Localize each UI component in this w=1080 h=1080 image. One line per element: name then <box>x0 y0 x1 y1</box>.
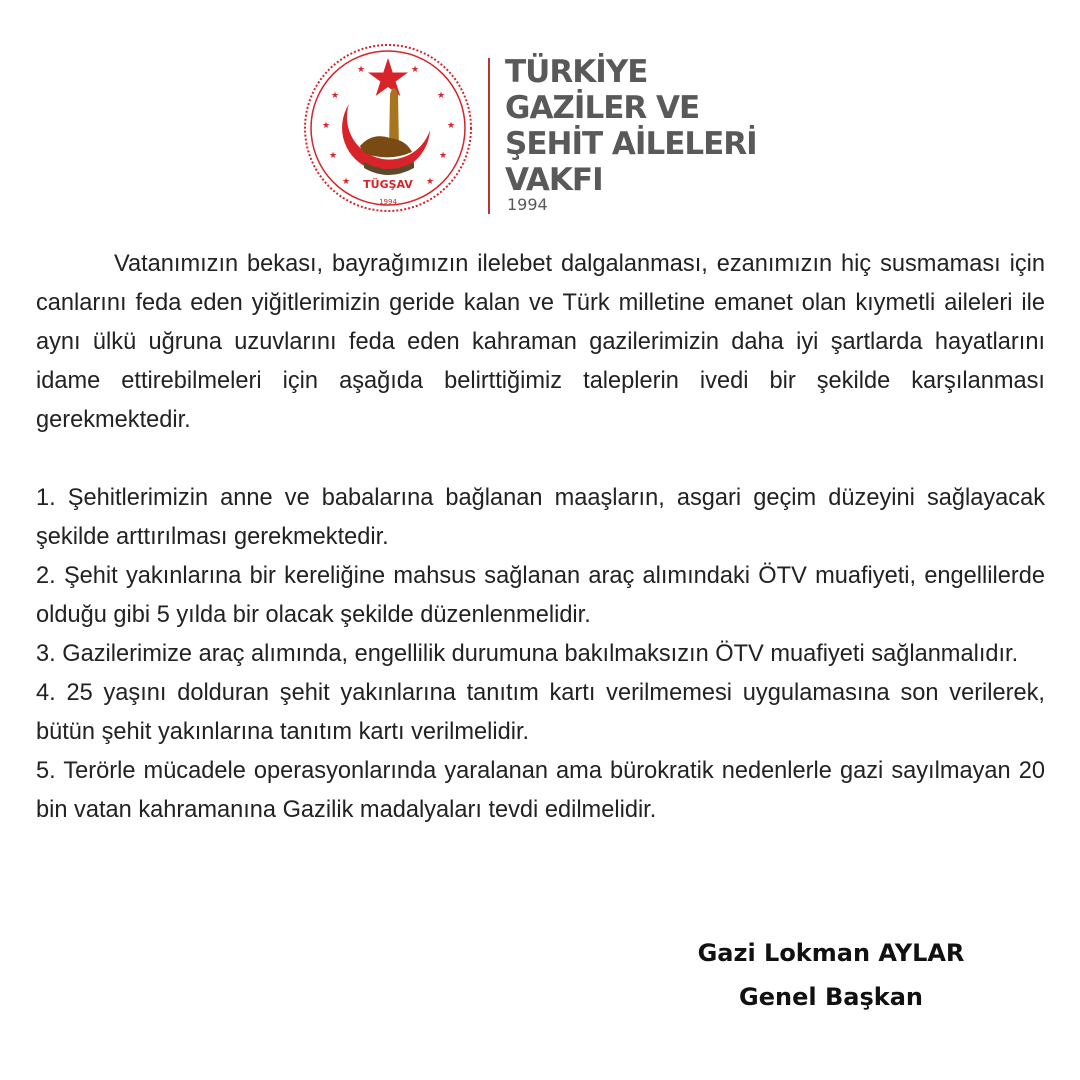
emblem-year: 1994 <box>379 198 397 206</box>
svg-text:★: ★ <box>342 177 351 187</box>
organization-name <box>505 54 757 198</box>
demand-item: 4. 25 yaşını dolduran şehit yakınlarına tanıtım kartı verilmemesi uygulamasına son verilerek, bütün şehit yakınlarına tanıtım kartı verilmelidir. <box>36 680 1045 745</box>
demand-item: 3. Gazilerimize araç alımında, engellilik durumuna bakılmaksızın ÖTV muafiyeti sağlanmalıdır. <box>36 641 1019 667</box>
header-divider <box>488 58 490 214</box>
tugsav-emblem-logo <box>302 42 474 214</box>
demand-item: 1. Şehitlerimizin anne ve babalarına bağlanan maaşların, asgari geçim düzeyini sağlayacak şekilde arttırılması gerekmektedir. <box>36 485 1045 550</box>
org-name-line: ŞEHİT AİLELERİ <box>505 126 757 162</box>
letterhead <box>302 40 762 220</box>
org-name-line: TÜRKİYE <box>505 54 648 90</box>
svg-text:★: ★ <box>426 177 435 187</box>
signatory-title: Genel Başkan <box>739 983 923 1011</box>
svg-text:★: ★ <box>357 65 366 75</box>
svg-text:★: ★ <box>437 91 446 101</box>
svg-text:★: ★ <box>447 121 456 131</box>
founding-year: 1994 <box>507 195 548 214</box>
org-name-line: VAKFI <box>505 162 603 198</box>
signature-block <box>640 931 1022 1019</box>
org-name-line: GAZİLER VE <box>505 90 700 126</box>
svg-text:★: ★ <box>439 151 448 161</box>
statement-body <box>36 245 1045 830</box>
svg-text:★: ★ <box>411 65 420 75</box>
demand-item: 5. Terörle mücadele operasyonlarında yaralanan ama bürokratik nedenlerle gazi sayılmayan 20 bin vatan kahramanına Gazilik madalyaları tevdi edilmelidir. <box>36 758 1045 823</box>
svg-text:★: ★ <box>329 151 338 161</box>
signatory-name: Gazi Lokman AYLAR <box>697 939 965 967</box>
intro-paragraph: Vatanımızın bekası, bayrağımızın ilelebet dalgalanması, ezanımızın hiç susmaması için canlarını feda eden yiğitlerimizin geride kalan ve Türk milletine emanet olan kıymetli aileleri ile aynı ülkü uğruna uzuvlarını feda eden kahraman gazilerimizin daha iyi şartlarda hayatlarını idame ettirebilmeleri için aşağıda belirttiğimiz taleplerin ivedi bir şekilde karşılanması gerekmektedir. <box>36 251 1045 433</box>
demand-item: 2. Şehit yakınlarına bir kereliğine mahsus sağlanan araç alımındaki ÖTV muafiyeti, engellilerde olduğu gibi 5 yılda bir olacak şekilde düzenlenmelidir. <box>36 563 1045 628</box>
svg-text:★: ★ <box>322 121 331 131</box>
svg-text:★: ★ <box>331 91 340 101</box>
emblem-label: TÜGŞAV <box>363 178 413 191</box>
